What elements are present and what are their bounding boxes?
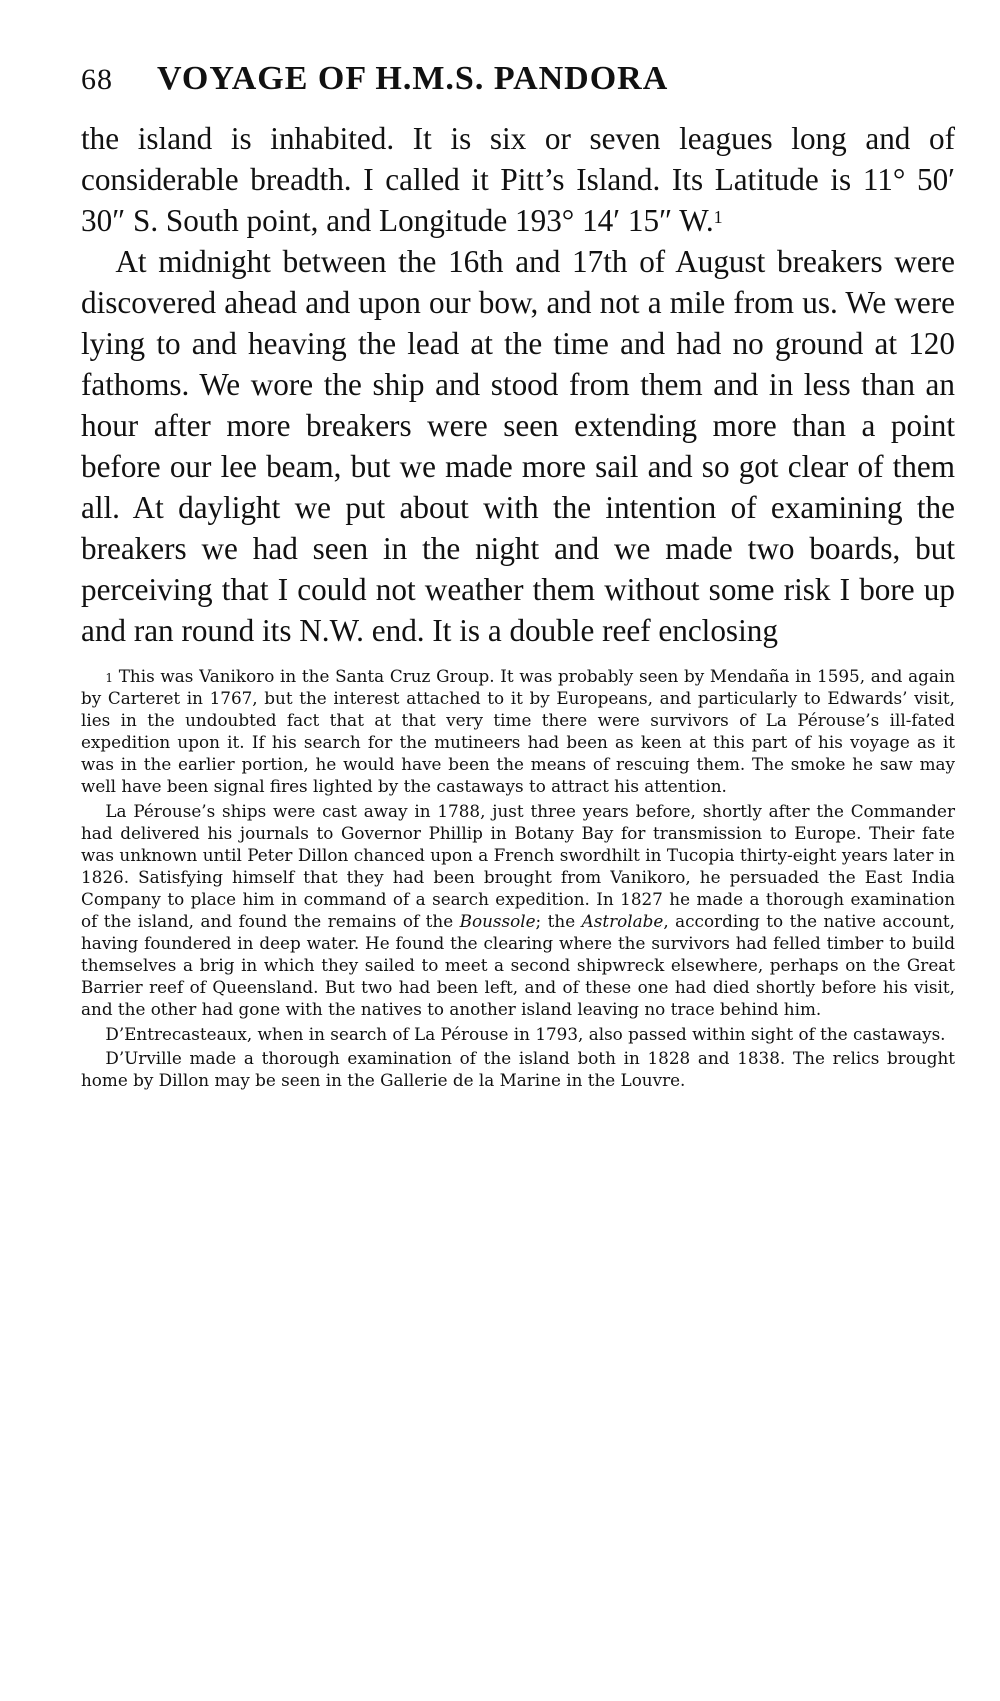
footnote-paragraph-2 bbox=[81, 800, 955, 1021]
footnote-paragraph-3: D’Entrecasteaux, when in search of La Pérouse in 1793, also passed within sight of the castaways. bbox=[105, 1023, 946, 1044]
book-page bbox=[81, 60, 955, 1093]
footnote-reference: 1 bbox=[713, 207, 723, 227]
footnote-paragraph-2-part3: , according to the native account, having foundered in deep water. He found the clearing where the survivors had felled timber to build themselves a brig in which they sailed to meet a second shipwreck elsewhere, perhaps on the Great Barrier reef of Queensland. But two had been left, and of these one had died shortly before his visit, and the other had gone with the natives to another island leaving no trace behind him. bbox=[81, 911, 955, 1020]
ship-name-astrolabe: Astrolabe bbox=[581, 911, 664, 932]
footnote-1-text: This was Vanikoro in the Santa Cruz Group. It was probably seen by Mendaña in 1595, and again by Carteret in 1767, but the interest attached to it by Europeans, and particularly to Edwards’ visit, lies in the undoubted fact that at that very time there were survivors of La Pérouse’s ill-fated expedition upon it. If his search for the mutineers had been as keen at this part of his voyage as it was in the earlier portion, he would have been the means of rescuing them. The smoke he saw may well have been signal fires lighted by the castaways to attract his attention. bbox=[81, 666, 955, 797]
paragraph-1 bbox=[81, 118, 955, 241]
footnote-1 bbox=[81, 665, 955, 798]
page-number: 68 bbox=[81, 63, 113, 96]
paragraph-2: At midnight between the 16th and 17th of August breakers were discovered ahead and upon our bow, and not a mile from us. We were lying to and heaving the lead at the time and had no ground at 120 fathoms. We wore the ship and stood from them and in less than an hour after more breakers were seen extending more than a point before our lee beam, but we made more sail and so got clear of them all. At daylight we put about with the intention of examining the breakers we had seen in the night and we made two boards, but perceiving that I could not weather them without some risk I bore up and ran round its N.W. end. It is a double reef enclosing bbox=[81, 244, 955, 648]
paragraph-1-text: the island is inhabited. It is six or seven leagues long and of considerable breadth. I called it Pitt’s Island. Its Latitude is 11° 50′ 30″ S. South point, and Longitude 193° 14′ 15″ W. bbox=[81, 121, 955, 238]
footnote-paragraph-2-part1: La Pérouse’s ships were cast away in 1788, just three years before, shortly after the Commander had delivered his journals to Governor Phillip in Botany Bay for transmission to Europe. Their fate was unknown until Peter Dillon chanced upon a French swordhilt in Tucopia thirty-eight years later in 1826. Satisfying himself that they had been brought from Vanikoro, he persuaded the East India Company to place him in command of a search expedition. In 1827 he made a thorough examination of the island, and found the remains of the bbox=[81, 800, 955, 932]
main-text bbox=[81, 118, 955, 651]
footnotes bbox=[81, 665, 955, 1091]
footnote-paragraph-2-part2: ; the bbox=[535, 911, 576, 932]
page-header bbox=[81, 60, 955, 110]
footnote-paragraph-4: D’Urville made a thorough examination of the island both in 1828 and 1838. The relics brought home by Dillon may be seen in the Gallerie de la Marine in the Louvre. bbox=[81, 1047, 955, 1090]
footnote-1-mark: 1 bbox=[105, 671, 113, 685]
running-head: VOYAGE OF H.M.S. PANDORA bbox=[157, 60, 669, 97]
ship-name-boussole: Boussole bbox=[459, 911, 536, 932]
